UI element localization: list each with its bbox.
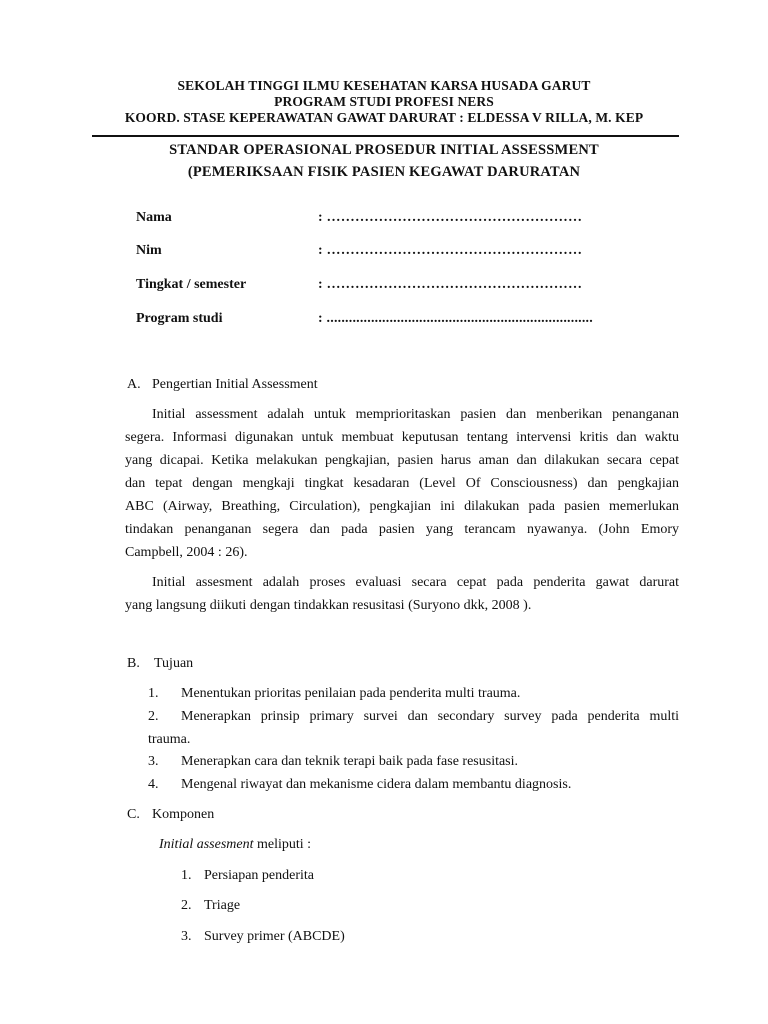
section-a-title: Pengertian Initial Assessment [152, 377, 318, 392]
komponen-intro-italic: Initial assesment [159, 837, 254, 852]
komponen-intro [159, 837, 311, 853]
paragraph-line: tindakan penanganan segera dan pada pasien yang terancam nyawanya. (John Emory [125, 522, 679, 537]
tujuan-item-text: Menerapkan prinsip primary survei dan secondary survey pada penderita multi [181, 709, 679, 724]
institution-name: SEKOLAH TINGGI ILMU KESEHATAN KARSA HUSADA GARUT [177, 78, 591, 93]
field-value-tingkat: : ……………………………………………… [318, 277, 583, 292]
paragraph-line: Initial assesment adalah proses evaluasi secara cepat pada penderita gawat darurat [152, 575, 679, 590]
section-a-paragraph-1 [125, 403, 679, 564]
paragraph-line: Campbell, 2004 : 26). [125, 545, 248, 560]
section-a-letter: A. [127, 377, 141, 392]
field-value-program-studi: : ........................................................................ [318, 311, 593, 326]
tujuan-item-text: Menentukan prioritas penilaian pada penderita multi trauma. [181, 686, 521, 701]
field-value-nim: : ……………………………………………… [318, 243, 583, 258]
paragraph-line: Initial assessment adalah untuk memprioritaskan pasien dan menberikan penanganan [152, 407, 679, 422]
tujuan-item-continuation: trauma. [148, 732, 191, 747]
komponen-item-number: 1. [181, 868, 192, 883]
field-label-program-studi: Program studi [136, 311, 223, 326]
tujuan-item-number: 4. [148, 777, 159, 792]
section-a-paragraph-2 [125, 571, 679, 617]
tujuan-item-number: 1. [148, 686, 159, 701]
paragraph-line: segera. Informasi digunakan untuk membuat keputusan tentang intervensi kritis dan waktu [125, 430, 679, 445]
coordinator-line: KOORD. STASE KEPERAWATAN GAWAT DARURAT : ELDESSA V RILLA, M. KEP [124, 110, 644, 125]
paragraph-line: ABC (Airway, Breathing, Circulation), pengkajian ini dilakukan pada pasien memerlukan [125, 499, 679, 514]
tujuan-item-number: 2. [148, 709, 159, 724]
komponen-item-text: Survey primer (ABCDE) [204, 929, 345, 944]
section-c-letter: C. [127, 807, 140, 822]
document-title: STANDAR OPERASIONAL PROSEDUR INITIAL ASSESSMENT [169, 142, 599, 158]
tujuan-item-text: Mengenal riwayat dan mekanisme cidera dalam membantu diagnosis. [181, 777, 572, 792]
section-b-title: Tujuan [154, 656, 194, 671]
field-label-nim: Nim [136, 243, 162, 258]
tujuan-item-number: 3. [148, 754, 159, 769]
komponen-item-text: Triage [204, 898, 241, 913]
field-value-nama: : ……………………………………………… [318, 210, 583, 225]
komponen-item-number: 3. [181, 929, 192, 944]
paragraph-line: yang dicapai. Ketika melakukan pengkajian, pasien harus aman dan dilakukan secara cepat [125, 453, 679, 468]
paragraph-line: yang langsung diikuti dengan tindakkan resusitasi (Suryono dkk, 2008 ). [125, 598, 532, 613]
header-divider [92, 135, 679, 137]
komponen-item-text: Persiapan penderita [204, 868, 315, 883]
komponen-item-number: 2. [181, 898, 192, 913]
section-c-title: Komponen [152, 807, 215, 822]
section-b-letter: B. [127, 656, 140, 671]
paragraph-line: dan tepat dengan mengkaji tingkat kesadaran (Level Of Consciousness) dan pengkajian [125, 476, 679, 491]
komponen-intro-rest: meliputi : [253, 837, 312, 852]
program-name: PROGRAM STUDI PROFESI NERS [274, 94, 494, 109]
field-label-tingkat: Tingkat / semester [136, 277, 247, 292]
tujuan-item-text: Menerapkan cara dan teknik terapi baik pada fase resusitasi. [181, 754, 519, 769]
document-subtitle: (PEMERIKSAAN FISIK PASIEN KEGAWAT DARURATAN [187, 164, 581, 180]
field-label-nama: Nama [136, 210, 172, 225]
